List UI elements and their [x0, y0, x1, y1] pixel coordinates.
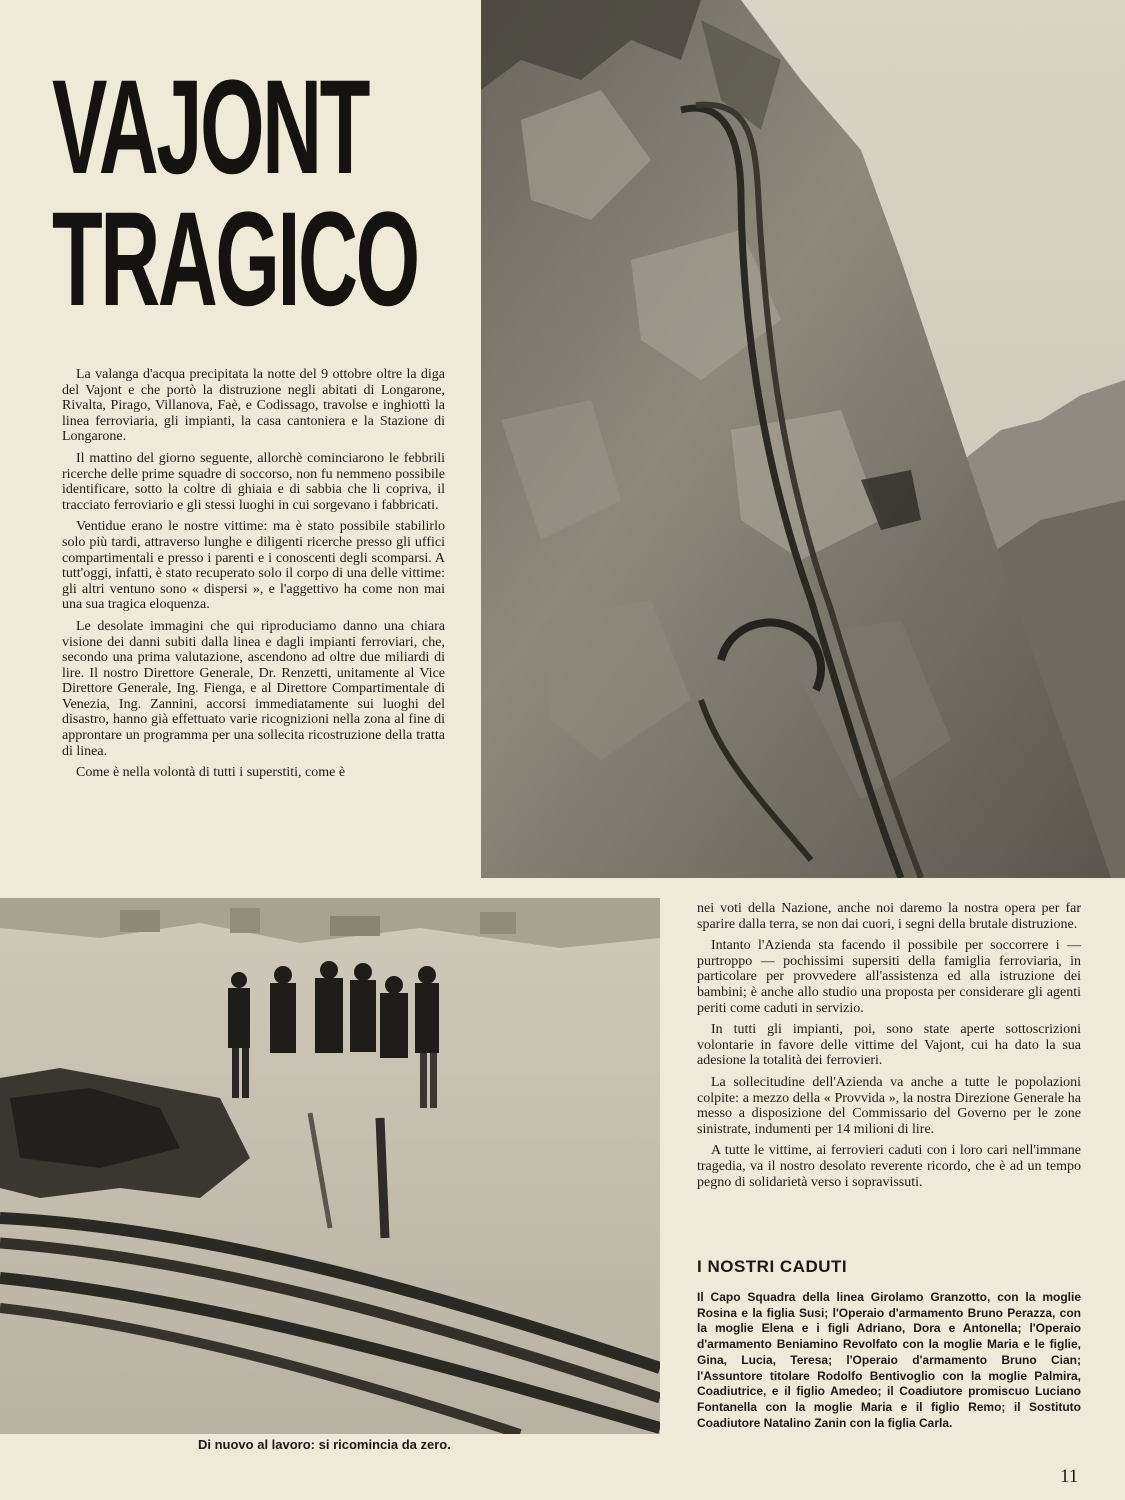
photo-workers-tracks [0, 898, 660, 1434]
paragraph: Il mattino del giorno seguente, allorchè cominciarono le febbrili ricerche delle prime squadre di soccorso, non fu nemmeno possibile identificare, sotto la coltre di ghiaia e di sabbia che li copriva, il tracciato ferroviario e gli stessi luoghi in cui sorgevano i fabbricati. [62, 450, 445, 513]
paragraph: Ventidue erano le nostre vittime: ma è stato possibile stabilirlo solo più tardi, attraverso lunghe e diligenti ricerche presso gli uffici compartimentali e presso i parenti e i conoscenti degli scomparsi. A tutt'oggi, infatti, è stato recuperato solo il corpo di una delle vittime: gli altri ventuno sono « dispersi », e l'aggettivo ha come non mai una sua tragica eloquenza. [62, 519, 445, 613]
fallen-list: Il Capo Squadra della linea Girolamo Granzotto, con la moglie Rosina e la figlia Susi; l'Operaio d'armamento Bruno Perazza, con la moglie Elena e i figli Adriano, Dora e Antonella; l'Operaio d'armamento Beniamino Revolfato con la moglie Maria e le figlie, Gina, Lucia, Teresa; l'Operaio d'armamento Bruno Cian; l'Assuntore titolare Rodolfo Bentivoglio con la moglie Palmira, Coadiutrice, e il figlio Amedeo; il Coadiutore promiscuo Luciano Fontanella con la moglie Maria e il figlio Remo; il Sostituto Coadiutore Natalino Zanin con la figlia Carla. [697, 1290, 1081, 1430]
photo-cliff-twisted-rails [481, 0, 1125, 878]
paragraph: Come è nella volontà di tutti i superstiti, come è [76, 765, 346, 781]
section-heading-fallen: I NOSTRI CADUTI [697, 1257, 848, 1276]
title-line-1: VAJONT [52, 53, 368, 202]
paragraph: A tutte le vittime, ai ferrovieri caduti con i loro cari nell'immane tragedia, va il nostro desolato reverente ricordo, che è ad un tempo pegno di solidarietà verso i sopravissuti. [697, 1143, 1081, 1190]
paragraph: Le desolate immagini che qui riproduciamo danno una chiara visione dei danni subiti dalla linea e dagli impianti ferroviari, che, secondo una prima valutazione, ascendono ad oltre due miliardi di lire. Il nostro Direttore Generale, Dr. Renzetti, unitamente al Vice Direttore Generale, Ing. Fienga, e al Direttore Compartimentale di Venezia, Ing. Zannini, accorsi immediatamente sui luoghi del disastro, hanno già effettuato varie ricognizioni nella zona al fine di approntare un programma per una sollecita ricostruzione della tratta di linea. [62, 618, 445, 759]
paragraph: La valanga d'acqua precipitata la notte del 9 ottobre oltre la diga del Vajont e che portò la distruzione negli abitati di Longarone, Rivalta, Pirago, Villanova, Faè, e Codissago, travolse e inghiottì la linea ferroviaria, gli impianti, la casa cantoniera e la Stazione di Longarone. [62, 367, 445, 445]
paragraph: Intanto l'Azienda sta facendo il possibile per soccorrere i — purtroppo — pochissimi supersiti della famiglia ferroviaria, in particolare per provvedere all'assistenza ed alla istruzione dei bambini; è anche allo studio una proposta per considerare gli agenti periti come caduti in servizio. [697, 938, 1081, 1016]
article-body-left [62, 367, 445, 787]
page-number: 11 [1060, 1466, 1079, 1487]
title-line-2: TRAGICO [52, 185, 418, 334]
article-body-right [697, 901, 1081, 1196]
paragraph: nei voti della Nazione, anche noi daremo la nostra opera per far sparire dalla terra, se non dai cuori, i segni della brutale distruzione. [697, 901, 1081, 932]
paragraph: In tutti gli impianti, poi, sono state aperte sottoscrizioni volontarie in favore delle vittime del Vajont, cui ha dato la sua adesione la totalità dei ferrovieri. [697, 1022, 1081, 1069]
paragraph: La sollecitudine dell'Azienda va anche a tutte le popolazioni colpite: a mezzo della « Provvida », la nostra Direzione Generale ha messo a disposizione del Commissario del Governo per le zone sinistrate, indumenti per 14 milioni di lire. [697, 1074, 1081, 1137]
photo-caption: Di nuovo al lavoro: si ricomincia da zero. [198, 1437, 451, 1452]
article-title [52, 53, 418, 334]
